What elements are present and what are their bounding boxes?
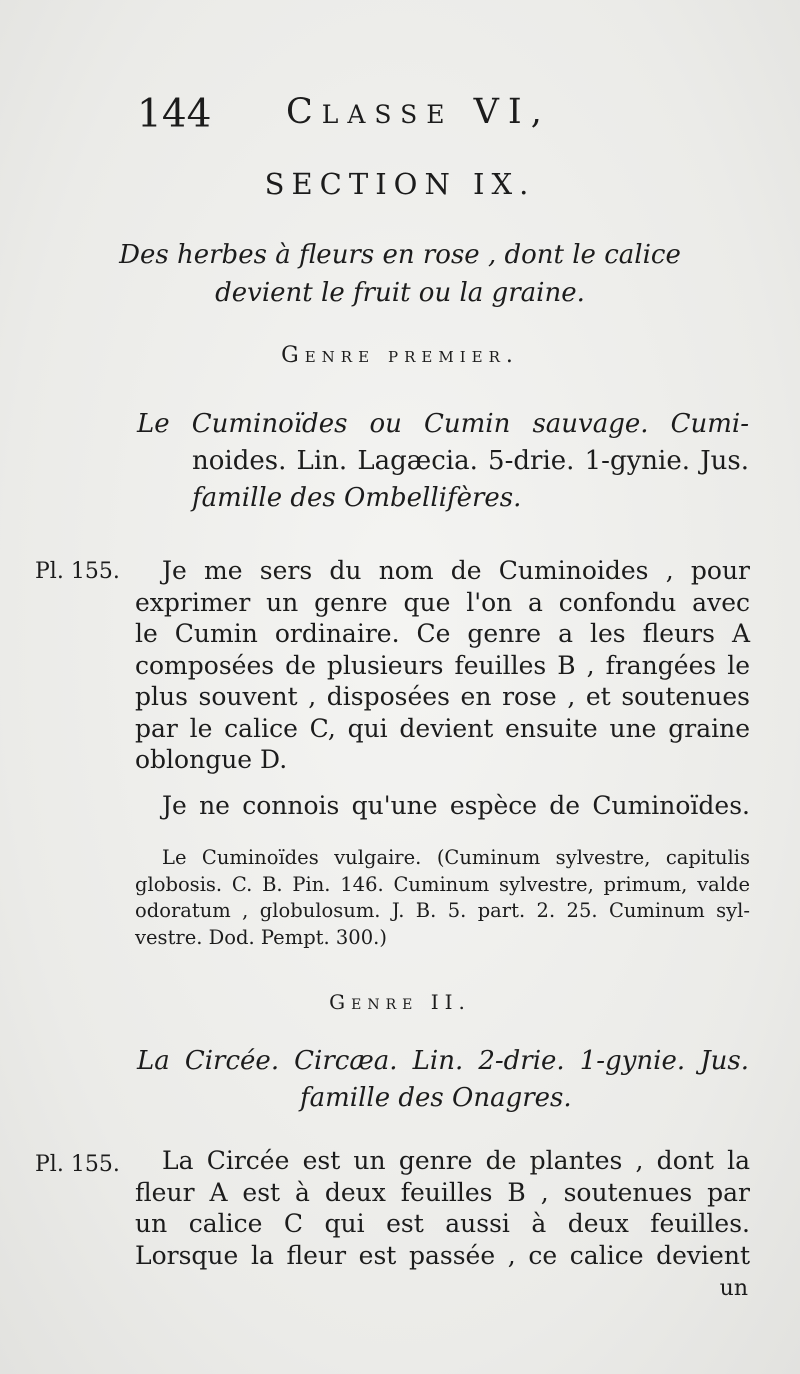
section-description-line: Des herbes à fleurs en rose , dont le calice bbox=[119, 240, 681, 270]
body-line: La Circée est un genre de plantes , dont la bbox=[162, 1146, 750, 1175]
body-line: le Cumin ordinaire. Ce genre a les fleurs A bbox=[135, 619, 750, 648]
plate-reference: Pl. 155. bbox=[35, 559, 120, 584]
running-header: Classe VI, bbox=[286, 92, 551, 132]
body-line: Je me sers du nom de Cuminoides , pour bbox=[162, 556, 750, 585]
genre-title-line: Le Cuminoïdes ou Cumin sauvage. Cumi- bbox=[137, 409, 749, 439]
genre-heading: Genre premier. bbox=[281, 343, 519, 368]
genre-heading: Genre II. bbox=[329, 990, 471, 1014]
genre-title-line: noides. Lin. Lagæcia. 5-drie. 1-gynie. Jus. bbox=[192, 446, 749, 476]
body-line: Lorsque la fleur est passée , ce calice devient bbox=[135, 1240, 750, 1270]
species-line: globosis. C. B. Pin. 146. Cuminum sylvestre, primum, valde bbox=[135, 872, 750, 896]
body-line: exprimer un genre que l'on a confondu avec bbox=[135, 587, 750, 617]
genre-title-line: famille des Onagres. bbox=[300, 1083, 572, 1113]
species-line: odoratum , globulosum. J. B. 5. part. 2. 25. Cuminum syl- bbox=[135, 899, 750, 922]
section-title: SECTION IX. bbox=[264, 167, 536, 201]
species-line: Le Cuminoïdes vulgaire. (Cuminum sylvestre, capitulis bbox=[162, 846, 750, 869]
species-line: vestre. Dod. Pempt. 300.) bbox=[135, 925, 387, 949]
page-number: 144 bbox=[137, 92, 212, 137]
body-line: par le calice C, qui devient ensuite une graine bbox=[135, 713, 750, 743]
genre-title-line: La Circée. Circæa. Lin. 2-drie. 1-gynie. Jus. bbox=[137, 1046, 749, 1076]
catchword: un bbox=[719, 1276, 748, 1301]
plate-reference: Pl. 155. bbox=[35, 1152, 120, 1177]
body-line: fleur A est à deux feuilles B , soutenues par bbox=[135, 1177, 750, 1207]
body-line: oblongue D. bbox=[135, 745, 288, 774]
body-line: composées de plusieurs feuilles B , frangées le bbox=[135, 650, 750, 680]
genre-title-line: famille des Ombellifères. bbox=[192, 483, 522, 513]
body-line: plus souvent , disposées en rose , et soutenues bbox=[135, 682, 750, 711]
species-intro: Je ne connois qu'une espèce de Cuminoïdes. bbox=[162, 791, 750, 820]
section-description-line: devient le fruit ou la graine. bbox=[215, 278, 585, 308]
body-line: un calice C qui est aussi à deux feuilles. bbox=[135, 1209, 750, 1238]
